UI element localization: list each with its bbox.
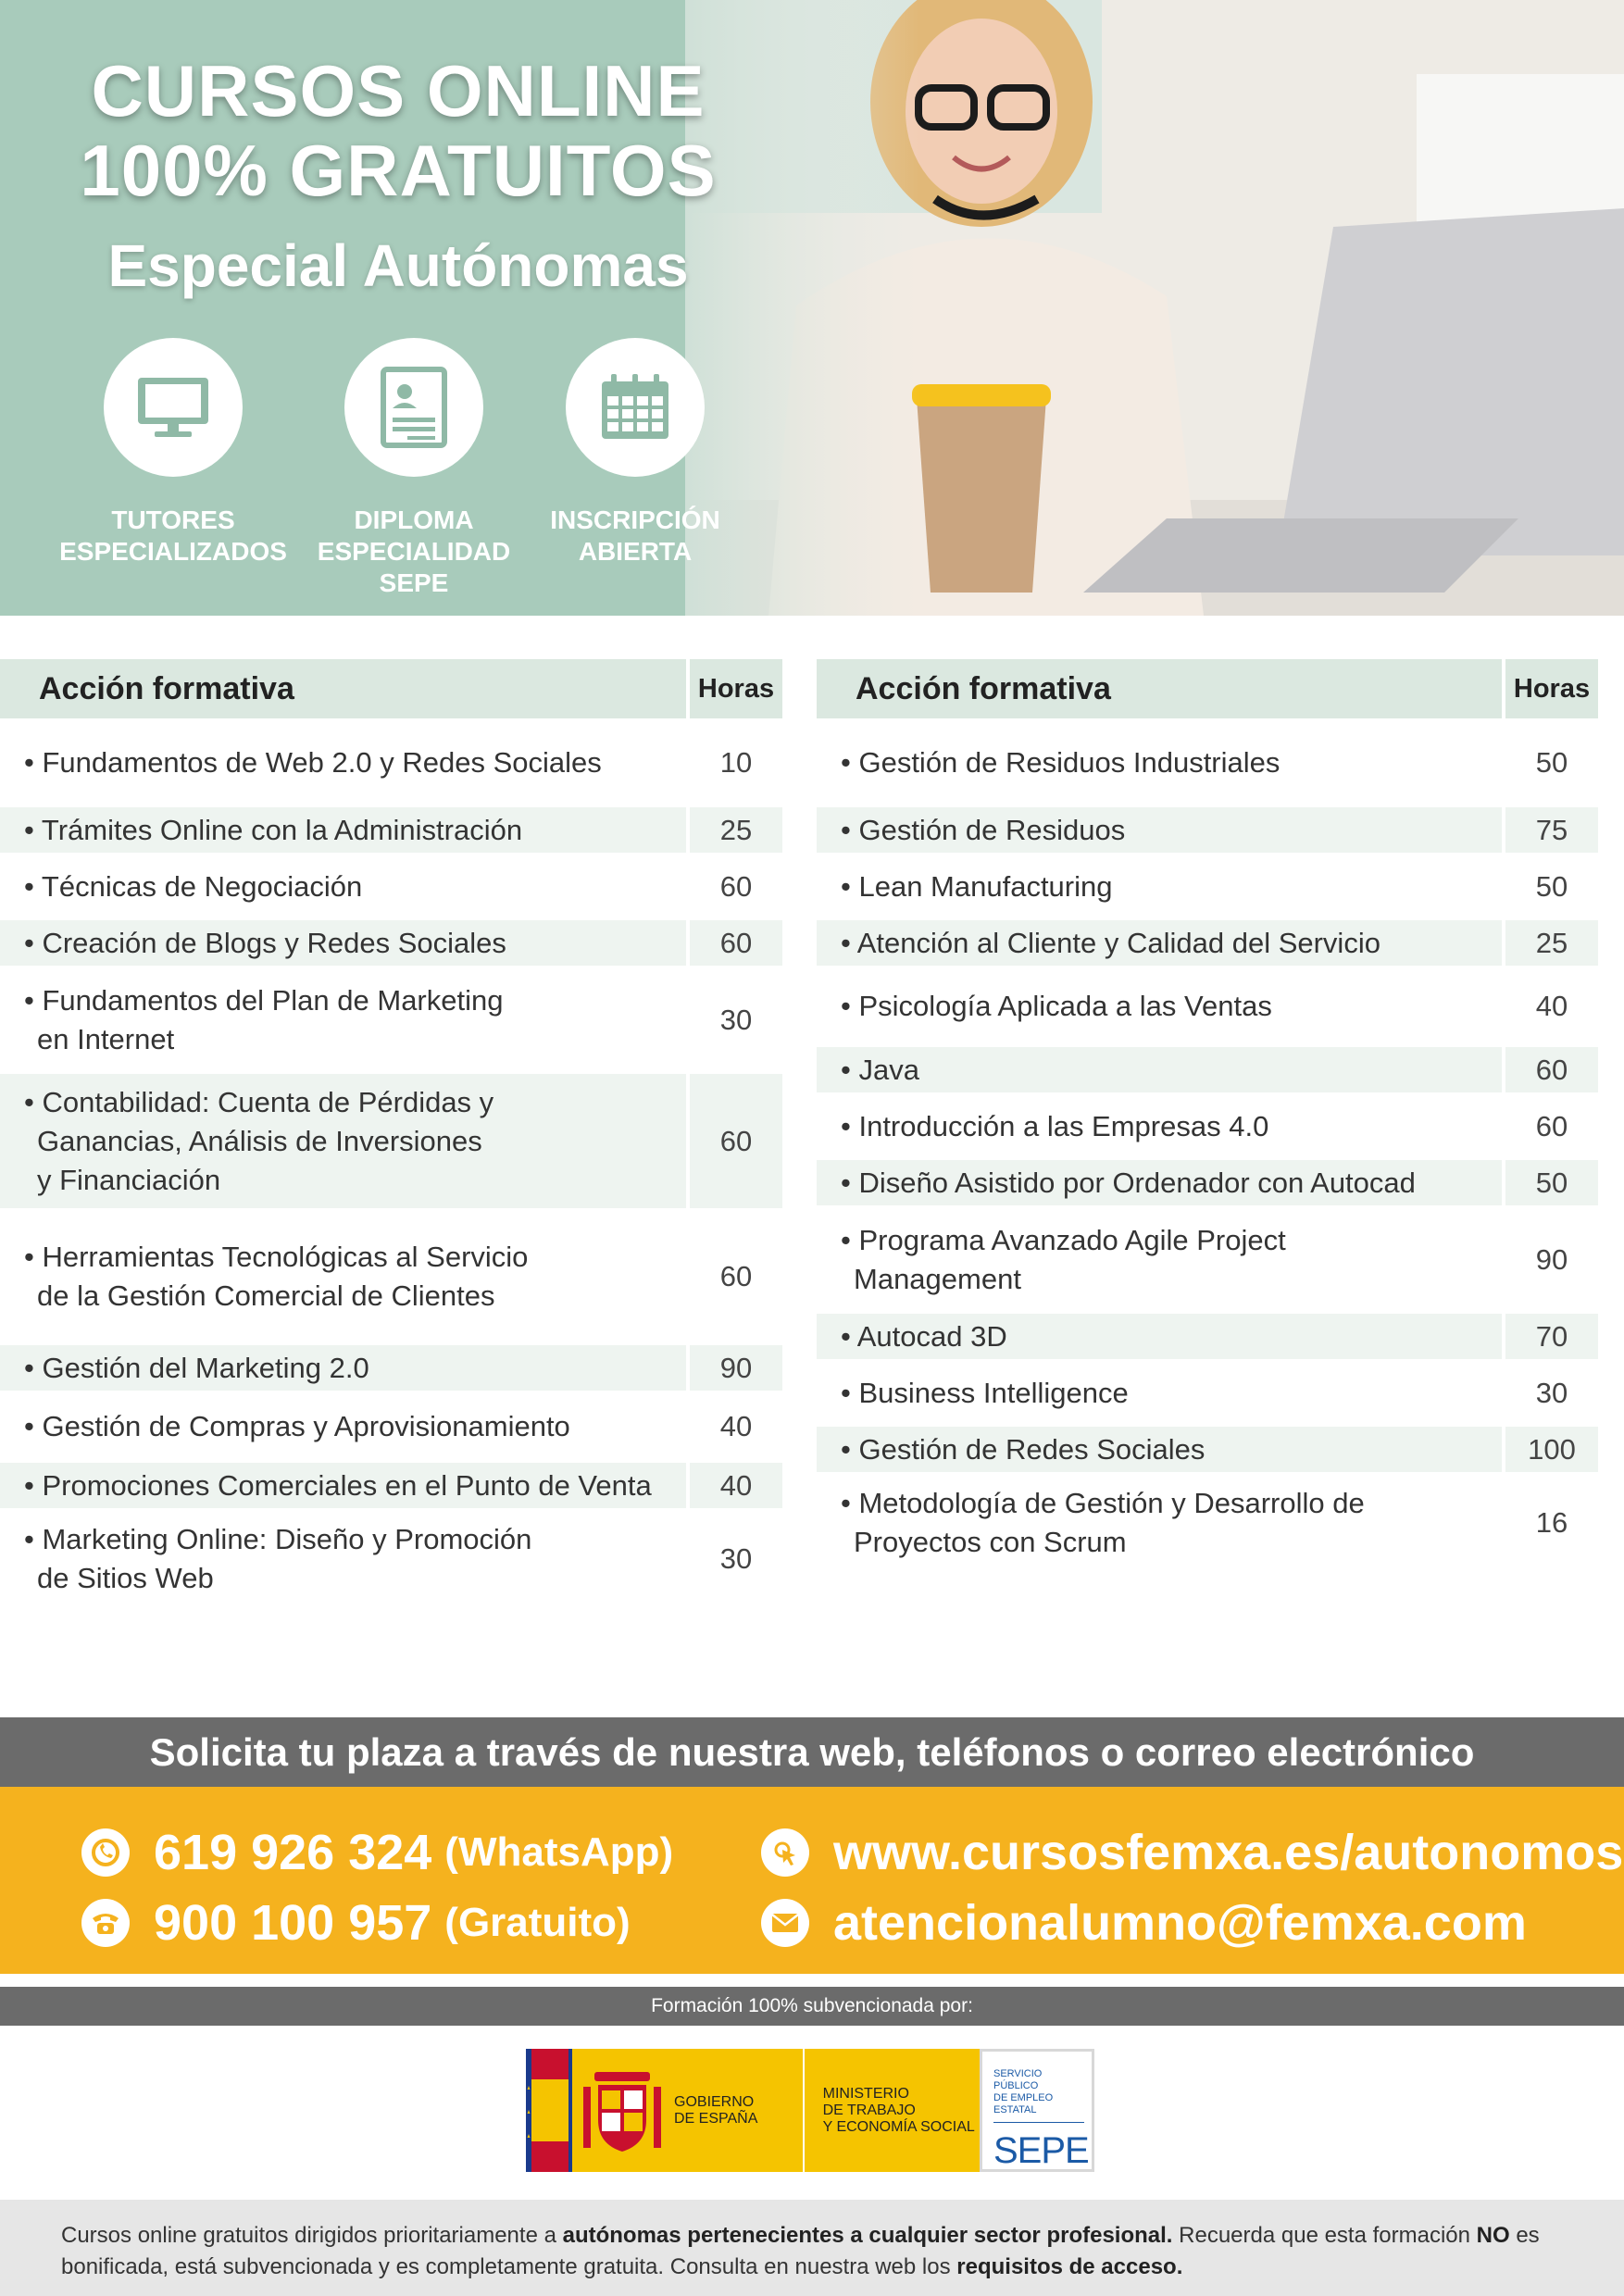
course-name-line: • Business Intelligence — [841, 1376, 1129, 1409]
gobierno-espana-logo — [568, 2049, 803, 2172]
course-hours: 60 — [1535, 1109, 1568, 1142]
course-name-line: • Fundamentos del Plan de Marketing — [24, 983, 504, 1017]
footer-bold-1: autónomas pertenecientes a cualquier sector profesional. — [562, 2223, 1173, 2248]
whatsapp-contact[interactable] — [81, 1824, 673, 1881]
course-hours: 16 — [1535, 1506, 1568, 1539]
hero-title-line2: 100% GRATUITOS — [80, 130, 717, 211]
feature-inscripcion — [496, 338, 774, 568]
table-row — [817, 1092, 1598, 1160]
table-row — [817, 1359, 1598, 1427]
course-name — [0, 1463, 686, 1508]
course-name-line: • Herramientas Tecnológicas al Servicio — [24, 1241, 529, 1273]
table-rows — [0, 718, 782, 1610]
course-name — [817, 1427, 1502, 1472]
diploma-icon — [344, 338, 483, 477]
course-hours: 40 — [690, 1463, 782, 1508]
whatsapp-label: (WhatsApp) — [444, 1829, 674, 1875]
course-name-line: Proyectos con Scrum — [854, 1526, 1127, 1558]
courses-table-left — [0, 659, 782, 1610]
course-hours: 30 — [719, 1542, 753, 1575]
table-row — [0, 1391, 782, 1463]
sepe-big-text: SEPE — [993, 2130, 1089, 2171]
course-hours: 25 — [690, 807, 782, 853]
course-name-line: • Diseño Asistido por Ordenador con Autocad — [841, 1166, 1416, 1199]
hero-title — [37, 51, 759, 210]
phone-label: (Gratuito) — [444, 1900, 631, 1945]
course-name-line: • Gestión del Marketing 2.0 — [24, 1351, 369, 1384]
subsidy-label: Formación 100% subvencionada por: — [0, 1987, 1624, 2026]
gobierno-text: GOBIERNO DE ESPAÑA — [674, 2093, 758, 2127]
feature-tutores — [34, 338, 312, 568]
course-name-line: • Java — [841, 1053, 919, 1086]
course-name-line: • Gestión de Redes Sociales — [841, 1432, 1206, 1466]
course-name — [817, 1205, 1502, 1314]
course-name-line: • Programa Avanzado Agile Project — [841, 1223, 1286, 1256]
course-name-line: • Promociones Comerciales en el Punto de Venta — [24, 1468, 652, 1502]
course-name-line: • Psicología Aplicada a las Ventas — [841, 990, 1272, 1022]
course-name-line: en Internet — [37, 1022, 175, 1055]
course-name-line: • Atención al Cliente y Calidad del Servicio — [841, 926, 1380, 959]
course-name — [0, 1508, 686, 1610]
table-row — [0, 1463, 782, 1508]
website-link[interactable]: www.cursosfemxa.es/autonomos — [833, 1825, 1624, 1880]
course-hours: 30 — [719, 1003, 753, 1036]
header-horas: Horas — [690, 659, 782, 718]
table-row — [817, 1205, 1598, 1314]
table-row — [0, 1208, 782, 1345]
table-row — [817, 1047, 1598, 1092]
course-name-line: • Metodología de Gestión y Desarrollo de — [841, 1487, 1365, 1519]
course-hours: 60 — [1505, 1047, 1598, 1092]
course-name-line: de Sitios Web — [37, 1562, 214, 1594]
table-header — [0, 659, 782, 718]
hero-photo — [685, 0, 1624, 616]
course-name — [817, 1092, 1502, 1160]
course-name — [0, 1391, 686, 1463]
course-name-line: • Técnicas de Negociación — [24, 869, 363, 903]
phone-contact[interactable] — [81, 1894, 631, 1952]
course-name — [817, 966, 1502, 1047]
table-row — [817, 1160, 1598, 1205]
course-hours: 40 — [719, 1410, 753, 1442]
course-name — [0, 966, 686, 1074]
table-row — [817, 807, 1598, 853]
website-contact[interactable] — [761, 1824, 1623, 1881]
course-name — [0, 920, 686, 966]
table-row — [817, 920, 1598, 966]
cursor-click-icon — [761, 1828, 809, 1877]
course-name-line: • Lean Manufacturing — [841, 869, 1113, 903]
course-name — [0, 853, 686, 920]
feature-label: INSCRIPCIÓN ABIERTA — [550, 505, 720, 566]
course-name — [0, 1208, 686, 1345]
footer-note — [0, 2200, 1624, 2296]
course-name-line: • Fundamentos de Web 2.0 y Redes Sociales — [24, 746, 602, 779]
course-hours: 60 — [719, 869, 753, 903]
course-name-line: Management — [854, 1262, 1021, 1295]
course-name-line: y Financiación — [37, 1163, 221, 1196]
course-hours: 25 — [1505, 920, 1598, 966]
government-logos — [526, 2049, 1094, 2172]
envelope-icon — [761, 1899, 809, 1947]
course-hours: 90 — [1535, 1242, 1568, 1276]
footer-text-1: Cursos online gratuitos dirigidos prioritariamente a — [61, 2223, 563, 2248]
header-accion-formativa: Acción formativa — [817, 659, 1502, 718]
whatsapp-icon — [81, 1828, 130, 1877]
course-name-line: • Gestión de Residuos Industriales — [841, 746, 1280, 779]
email-contact[interactable] — [761, 1894, 1527, 1952]
course-name-line: Ganancias, Análisis de Inversiones — [37, 1124, 482, 1157]
course-hours: 75 — [1505, 807, 1598, 853]
course-name — [817, 1359, 1502, 1427]
courses-table-right — [817, 659, 1598, 1574]
sepe-small-text: SERVICIO PÚBLICO DE EMPLEO ESTATAL — [993, 2068, 1084, 2123]
course-name — [817, 718, 1502, 807]
ministerio-text: MINISTERIO DE TRABAJO Y ECONOMÍA SOCIAL — [803, 2049, 980, 2172]
table-row — [0, 1074, 782, 1208]
course-name — [817, 853, 1502, 920]
footer-text-3: es bonificada, está subvencionada y es completamente gratuita. Consulta en nuestra web los — [61, 2223, 1540, 2279]
feature-label: TUTORES ESPECIALIZADOS — [59, 505, 287, 566]
course-hours: 60 — [719, 1260, 753, 1292]
table-row — [0, 1345, 782, 1391]
header-accion-formativa: Acción formativa — [0, 659, 686, 718]
course-name-line: • Introducción a las Empresas 4.0 — [841, 1109, 1269, 1142]
table-row — [817, 853, 1598, 920]
table-row — [817, 966, 1598, 1047]
sepe-logo — [980, 2049, 1094, 2172]
table-row — [0, 920, 782, 966]
table-header — [817, 659, 1598, 718]
coat-of-arms-icon — [581, 2065, 663, 2157]
course-name — [817, 1314, 1502, 1359]
hero-title-line1: CURSOS ONLINE — [91, 50, 706, 131]
course-hours: 40 — [1535, 990, 1568, 1022]
course-name-line: de la Gestión Comercial de Clientes — [37, 1279, 495, 1312]
spain-flag-icon — [526, 2049, 568, 2172]
footer-bold-2: NO — [1476, 2223, 1510, 2248]
course-hours: 30 — [1535, 1376, 1568, 1409]
calendar-icon — [566, 338, 705, 477]
course-name-line: • Gestión de Compras y Aprovisionamiento — [24, 1410, 570, 1442]
email-link[interactable]: atencionalumno@femxa.com — [833, 1895, 1527, 1951]
hero-subtitle: Especial Autónomas — [107, 232, 689, 299]
feature-label: DIPLOMA ESPECIALIDAD SEPE — [317, 505, 511, 597]
course-name — [817, 807, 1502, 853]
course-hours: 10 — [719, 746, 753, 779]
table-row — [817, 1314, 1598, 1359]
course-name-line: • Trámites Online con la Administración — [24, 813, 523, 846]
course-name — [0, 1074, 686, 1208]
header-horas: Horas — [1505, 659, 1598, 718]
course-hours: 90 — [690, 1345, 782, 1391]
cta-headline: Solicita tu plaza a través de nuestra web, teléfonos o correo electrónico — [0, 1717, 1624, 1787]
contact-panel — [0, 1787, 1624, 1974]
monitor-icon — [104, 338, 243, 477]
table-row — [817, 1427, 1598, 1472]
course-name — [817, 1472, 1502, 1574]
course-hours: 70 — [1505, 1314, 1598, 1359]
course-hours: 60 — [690, 920, 782, 966]
table-row — [0, 718, 782, 807]
course-hours: 60 — [690, 1074, 782, 1208]
footer-text-2: Recuerda que esta formación — [1172, 2223, 1477, 2248]
course-hours: 50 — [1535, 869, 1568, 903]
course-name — [0, 718, 686, 807]
course-name-line: • Gestión de Residuos — [841, 813, 1126, 846]
phone-number: 900 100 957 — [154, 1895, 432, 1951]
table-row — [817, 1472, 1598, 1574]
course-name — [817, 1047, 1502, 1092]
table-rows — [817, 718, 1598, 1574]
table-row — [0, 853, 782, 920]
whatsapp-number: 619 926 324 — [154, 1825, 432, 1880]
course-name — [0, 1345, 686, 1391]
course-name-line: • Autocad 3D — [841, 1319, 1007, 1353]
footer-bold-3: requisitos de acceso. — [956, 2254, 1183, 2279]
course-name-line: • Contabilidad: Cuenta de Pérdidas y — [24, 1085, 494, 1118]
course-name — [817, 920, 1502, 966]
table-row — [0, 1508, 782, 1610]
table-row — [0, 807, 782, 853]
phone-icon — [81, 1899, 130, 1947]
course-hours: 100 — [1505, 1427, 1598, 1472]
hero-banner — [0, 0, 1624, 616]
table-row — [0, 966, 782, 1074]
course-name-line: • Marketing Online: Diseño y Promoción — [24, 1523, 532, 1555]
course-name — [817, 1160, 1502, 1205]
course-hours: 50 — [1505, 1160, 1598, 1205]
course-name-line: • Creación de Blogs y Redes Sociales — [24, 926, 506, 959]
course-hours: 50 — [1535, 746, 1568, 779]
table-row — [817, 718, 1598, 807]
course-name — [0, 807, 686, 853]
